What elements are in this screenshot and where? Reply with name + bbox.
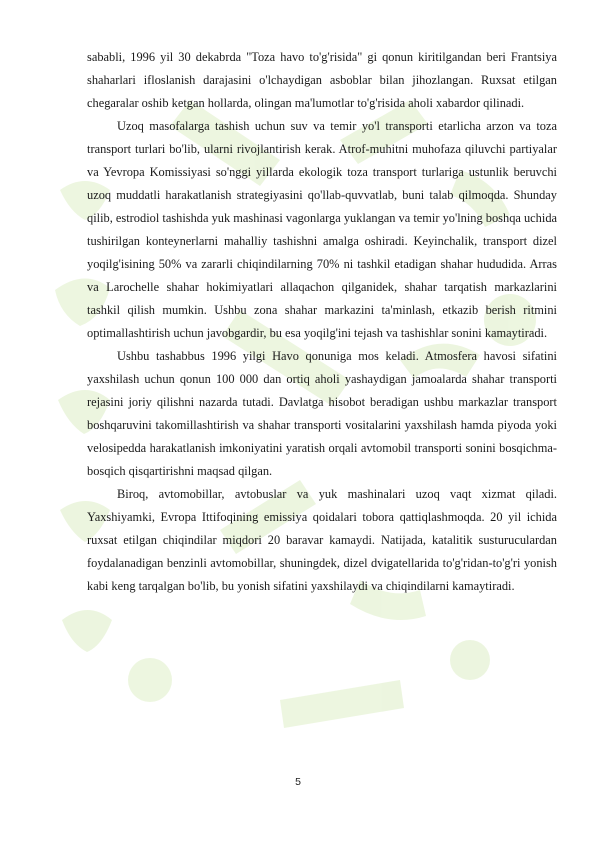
body-text [87, 46, 557, 598]
paragraph-2: Uzoq masofalarga tashish uchun suv va temir yo'l transporti etarlicha arzon va toza transport turlari bo'lib, ularni rivojlantirish kerak. Atrof-muhitni muhofaza qiluvchi partiyalar va Yevropa Komissiyasi so'nggi yillarda ekologik toza transport turlariga ustunlik beruvchi uzoq muddatli harakatlanish strategiyasini qo'llab-quvvatlab, buni talab qilmoqda. Shunday qilib, estrodiol tashishda yuk mashinasi vagonlarga yuklangan va temir yo'lning boshqa uchida tushirilgan konteynerlarni mahalliy tashishni amalga oshiradi. Keyinchalik, transport dizel yoqilg'isining 50% va zararli chiqindilarning 70% ni tashkil etadigan shahar hududida. Arras va Larochelle shahar hokimiyatlari allaqachon qilganidek, shahar tarqatish markazlarini tashkil qilish mumkin. Ushbu zona shahar markazini ta'minlash, etkazib berish ritmini optimallashtirish uchun javobgardir, bu esa yoqilg'ini tejash va tashishlar sonini kamaytiradi. [87, 119, 558, 340]
page-number: 5 [295, 776, 301, 788]
paragraph-3: Ushbu tashabbus 1996 yilgi Havo qonuniga mos keladi. Atmosfera havosi sifatini yaxshilash uchun qonun 100 000 dan ortiq aholi yashaydigan jamoalarda shahar transporti rejasini joriy qilishni nazarda tutadi. Davlatga hisobot beradigan ushbu markazlar transport boshqaruvini takomillashtirish va shahar transporti vositalarini yaxshilash hamda piyoda yoki velosipedda harakatlanish imkoniyatini yaratish orqali avtomobil transporti sonini bosqichma-bosqich qisqartirishni maqsad qilgan. [87, 349, 557, 478]
paragraph-4: Biroq, avtomobillar, avtobuslar va yuk mashinalari uzoq vaqt xizmat qiladi. Yaxshiyamki, Evropa Ittifoqining emissiya qoidalari tobora qattiqlashmoqda. 20 yil ichida ruxsat etilgan chiqindilar miqdori 20 baravar kamaydi. Natijada, katalitik susturuculardan foydalanadigan benzinli avtomobillar, shuningdek, dizel dvigatellarida to'g'ridan-to'g'ri yonish kabi keng tarqalgan bo'lib, bu yonish sifatini yaxshilaydi va chiqindilarni kamaytiradi. [87, 487, 557, 593]
paragraph-1: sababli, 1996 yil 30 dekabrda "Toza havo to'g'risida" gi qonun kiritilgandan beri Frantsiya shaharlari ifloslanish darajasini o'lchaydigan asboblar bilan jihozlangan. Ruxsat etilgan chegaralar oshib ketgan hollarda, olingan ma'lumotlar to'g'risida aholi xabardor qilinadi. [87, 50, 557, 110]
